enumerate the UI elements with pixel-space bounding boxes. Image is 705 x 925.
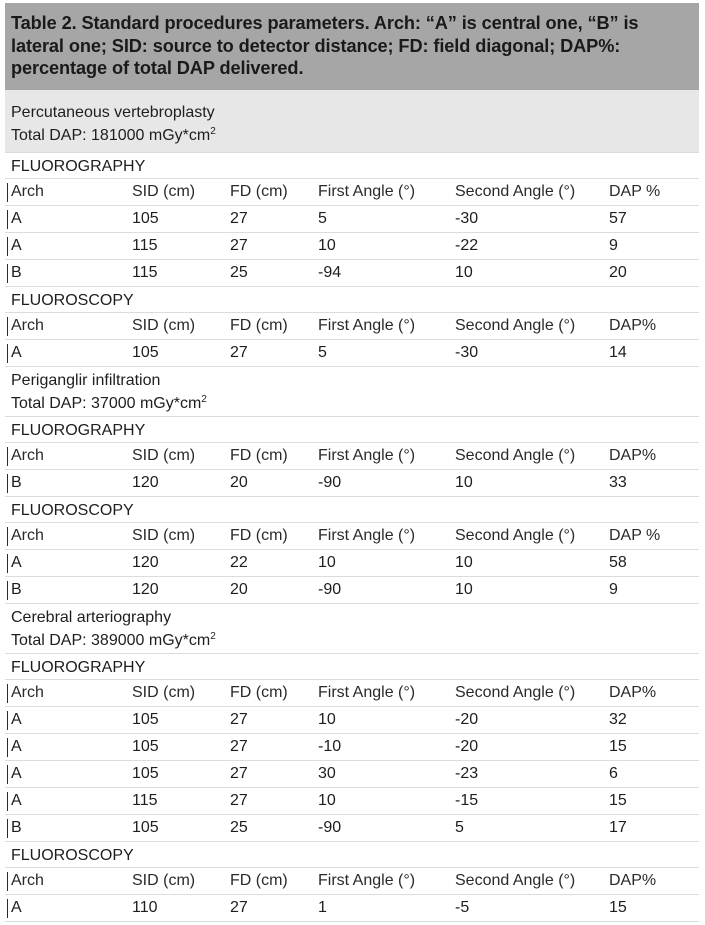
table-row [5, 206, 699, 233]
column-header: Second Angle (°) [455, 317, 576, 334]
column-header: First Angle (°) [318, 447, 416, 464]
procedure-name: Cerebral arteriography [11, 609, 172, 626]
table-cell: 1 [318, 899, 327, 916]
column-header: Second Angle (°) [455, 872, 576, 889]
table-cell: 10 [318, 792, 336, 809]
table-body [5, 90, 699, 922]
table-cell: 105 [132, 738, 159, 755]
table-cell: 27 [230, 899, 248, 916]
table-header-row [5, 523, 699, 550]
table-cell: 30 [318, 765, 336, 782]
table-row [5, 707, 699, 734]
column-header: Second Angle (°) [455, 684, 576, 701]
table-row [5, 340, 699, 367]
table-cell: 17 [609, 819, 627, 836]
column-header: FD (cm) [230, 447, 288, 464]
column-rule [7, 819, 8, 838]
column-rule [7, 684, 8, 703]
column-header: Second Angle (°) [455, 527, 576, 544]
table-cell: 27 [230, 237, 248, 254]
table-cell: A [11, 899, 22, 916]
column-header: SID (cm) [132, 447, 196, 464]
table-cell: 5 [455, 819, 464, 836]
table-cell: 120 [132, 554, 159, 571]
column-rule [7, 210, 8, 229]
table-cell: -5 [455, 899, 470, 916]
table-cell: 20 [230, 474, 248, 491]
table-cell: -90 [318, 581, 342, 598]
procedure-header [5, 90, 699, 153]
table-cell: -30 [455, 344, 479, 361]
section-label: FLUOROGRAPHY [5, 153, 699, 179]
total-dap-value: Total DAP: 37000 mGy*cm [11, 395, 202, 412]
table-cell: 120 [132, 474, 159, 491]
column-header: First Angle (°) [318, 317, 416, 334]
procedure-total-dap [11, 124, 699, 147]
table-cell: -20 [455, 738, 479, 755]
table-cell: 105 [132, 819, 159, 836]
column-header: DAP% [609, 684, 657, 701]
column-header: SID (cm) [132, 317, 196, 334]
table-row [5, 550, 699, 577]
section-label: FLUOROGRAPHY [5, 654, 699, 680]
table-cell: -90 [318, 819, 342, 836]
table-cell: 10 [455, 264, 473, 281]
table-row [5, 815, 699, 842]
procedure-name: Periganglir infiltration [11, 372, 161, 389]
table-cell: 120 [132, 581, 159, 598]
column-rule [7, 344, 8, 363]
table-cell: 10 [318, 711, 336, 728]
table-header-row [5, 179, 699, 206]
table-cell: 105 [132, 711, 159, 728]
table-cell: A [11, 765, 22, 782]
table-header-row [5, 443, 699, 470]
table-cell: A [11, 344, 22, 361]
table-header-row [5, 868, 699, 895]
table-cell: 110 [132, 899, 158, 916]
column-header: First Angle (°) [318, 183, 416, 200]
total-dap-value: Total DAP: 181000 mGy*cm [11, 127, 211, 144]
column-header: First Angle (°) [318, 684, 416, 701]
table-cell: 33 [609, 474, 627, 491]
table-cell: 27 [230, 711, 248, 728]
table-cell: 20 [609, 264, 627, 281]
column-rule [7, 792, 8, 811]
column-header: FD (cm) [230, 527, 288, 544]
table-row [5, 761, 699, 788]
table-cell: 5 [318, 210, 327, 227]
column-rule [7, 237, 8, 256]
table-cell: B [11, 264, 22, 281]
column-header: Arch [11, 447, 44, 464]
table-cell: 115 [132, 792, 158, 809]
column-rule [7, 183, 8, 202]
procedure-header [5, 604, 699, 654]
column-header: SID (cm) [132, 183, 196, 200]
table-cell: 115 [132, 264, 158, 281]
table-row [5, 788, 699, 815]
column-rule [7, 447, 8, 466]
table-cell: 5 [318, 344, 327, 361]
table-row [5, 895, 699, 922]
column-header: First Angle (°) [318, 527, 416, 544]
table-cell: B [11, 581, 22, 598]
section-label: FLUOROGRAPHY [5, 417, 699, 443]
table-cell: A [11, 554, 22, 571]
table-cell: 105 [132, 210, 159, 227]
column-rule [7, 899, 8, 918]
procedure-name: Percutaneous vertebroplasty [11, 104, 215, 121]
table-cell: 25 [230, 264, 248, 281]
column-header: Arch [11, 684, 44, 701]
column-header: Arch [11, 183, 44, 200]
table-cell: -10 [318, 738, 342, 755]
table-cell: 15 [609, 899, 627, 916]
table-cell: 25 [230, 819, 248, 836]
column-header: Arch [11, 872, 44, 889]
table-cell: -15 [455, 792, 479, 809]
table-cell: B [11, 819, 22, 836]
column-header: Second Angle (°) [455, 447, 576, 464]
column-rule [7, 581, 8, 600]
procedure-total-dap [11, 392, 699, 415]
table-cell: 9 [609, 237, 618, 254]
table-cell: 105 [132, 765, 159, 782]
table-caption: Table 2. Standard procedures parameters. Arch: “A” is central one, “B” is lateral one; SID: source to detector distance; FD: field diagonal; DAP%: percentage of total DAP delivered. [5, 3, 699, 90]
section-label: FLUOROSCOPY [5, 287, 699, 313]
table-cell: A [11, 210, 22, 227]
section-label: FLUOROSCOPY [5, 497, 699, 523]
column-rule [7, 527, 8, 546]
table-cell: 115 [132, 237, 158, 254]
table-cell: 10 [455, 581, 473, 598]
column-rule [7, 264, 8, 283]
table-cell: 10 [455, 474, 473, 491]
total-dap-exponent: 2 [201, 394, 207, 405]
column-rule [7, 554, 8, 573]
table-row [5, 470, 699, 497]
table-cell: -94 [318, 264, 342, 281]
column-header: DAP% [609, 317, 657, 334]
total-dap-exponent: 2 [210, 126, 216, 137]
total-dap-exponent: 2 [210, 631, 216, 642]
table-cell: 10 [318, 237, 336, 254]
table-cell: 10 [318, 554, 336, 571]
column-header: DAP% [609, 872, 657, 889]
column-rule [7, 317, 8, 336]
column-rule [7, 872, 8, 891]
procedure-total-dap [11, 629, 699, 652]
table-cell: A [11, 237, 22, 254]
column-header: FD (cm) [230, 317, 288, 334]
table-cell: 15 [609, 792, 627, 809]
column-header: DAP% [609, 447, 657, 464]
table-cell: 15 [609, 738, 627, 755]
table-cell: -20 [455, 711, 479, 728]
table-cell: 27 [230, 792, 248, 809]
column-header: FD (cm) [230, 183, 288, 200]
table-header-row [5, 313, 699, 340]
column-header: SID (cm) [132, 872, 196, 889]
total-dap-value: Total DAP: 389000 mGy*cm [11, 632, 211, 649]
column-header: Second Angle (°) [455, 183, 576, 200]
table-2 [5, 3, 699, 921]
table-cell: 14 [609, 344, 627, 361]
column-rule [7, 711, 8, 730]
table-cell: 10 [455, 554, 473, 571]
column-header: DAP % [609, 527, 661, 544]
column-rule [7, 738, 8, 757]
table-cell: -30 [455, 210, 479, 227]
table-cell: 22 [230, 554, 248, 571]
table-header-row [5, 680, 699, 707]
table-cell: 27 [230, 765, 248, 782]
table-cell: B [11, 474, 22, 491]
column-rule [7, 474, 8, 493]
section-label: FLUOROSCOPY [5, 842, 699, 868]
table-row [5, 260, 699, 287]
table-cell: 27 [230, 344, 248, 361]
column-header: FD (cm) [230, 872, 288, 889]
table-row [5, 233, 699, 260]
column-header: SID (cm) [132, 684, 196, 701]
procedure-header [5, 367, 699, 417]
table-cell: 32 [609, 711, 627, 728]
column-header: SID (cm) [132, 527, 196, 544]
column-header: DAP % [609, 183, 661, 200]
table-cell: 105 [132, 344, 159, 361]
table-cell: A [11, 711, 22, 728]
table-cell: 20 [230, 581, 248, 598]
column-header: FD (cm) [230, 684, 288, 701]
table-cell: 57 [609, 210, 627, 227]
column-header: Arch [11, 317, 44, 334]
table-cell: 58 [609, 554, 627, 571]
table-cell: 27 [230, 738, 248, 755]
table-row [5, 734, 699, 761]
table-cell: 9 [609, 581, 618, 598]
table-cell: 6 [609, 765, 618, 782]
table-row [5, 577, 699, 604]
column-header: First Angle (°) [318, 872, 416, 889]
column-rule [7, 765, 8, 784]
table-cell: 27 [230, 210, 248, 227]
table-cell: -22 [455, 237, 479, 254]
table-cell: A [11, 792, 22, 809]
table-cell: -23 [455, 765, 479, 782]
table-cell: A [11, 738, 22, 755]
column-header: Arch [11, 527, 44, 544]
table-cell: -90 [318, 474, 342, 491]
